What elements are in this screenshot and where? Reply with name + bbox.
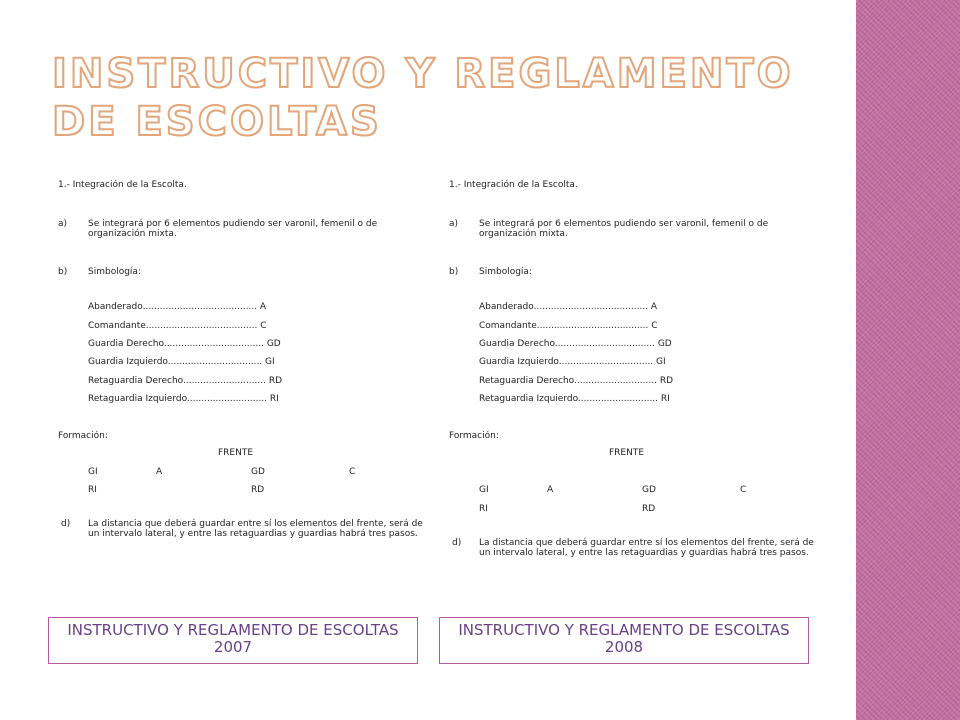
item-a-label: a) [449,219,459,229]
item-d-text: La distancia que deberá guardar entre sí los elementos del frente, será de un intervalo lateral, y entre las retaguardias y guardias habrá tres pasos. [88,519,423,539]
caption-2008: INSTRUCTIVO Y REGLAMENTO DE ESCOLTAS 2008 [439,617,809,664]
formation-cell: RD [642,504,656,514]
frente-label: FRENTE [609,448,645,458]
doc-heading: 1.- Integración de la Escolta. [58,180,187,190]
symbol-line: Abanderado........................................ A [479,302,658,312]
symbol-line: Comandante....................................... C [479,321,658,331]
item-a-text: Se integrará por 6 elementos pudiendo ser varonil, femenil o de organización mixta. [479,219,769,239]
formation-label: Formación: [58,431,108,441]
symbol-line: Guardia Derecho................................... GD [479,339,672,349]
item-a-label: a) [58,219,68,229]
symbol-line: Comandante....................................... C [88,321,267,331]
symbol-line: Guardia Izquierdo................................. GI [479,357,666,367]
symbol-line: Guardia Derecho................................... GD [88,339,281,349]
item-d-label: d) [452,538,462,548]
symbol-line: Retaguardia Derecho............................. RD [479,376,674,386]
formation-cell: RI [88,485,97,495]
item-a-text: Se integrará por 6 elementos pudiendo ser varonil, femenil o de organización mixta. [88,219,378,239]
symbol-line: Retaguardia Izquierdo............................ RI [88,394,279,404]
item-b-label: b) [58,267,68,277]
item-d-label: d) [61,519,71,529]
doc-heading: 1.- Integración de la Escolta. [449,180,578,190]
formation-cell: A [156,467,163,477]
frente-label: FRENTE [218,448,254,458]
symbol-line: Abanderado........................................ A [88,302,267,312]
decorative-sidebar [856,0,960,720]
slide-title: INSTRUCTIVO Y REGLAMENTO DE ESCOLTAS [52,51,794,145]
caption-2007: INSTRUCTIVO Y REGLAMENTO DE ESCOLTAS 2007 [48,617,418,664]
formation-cell: GI [479,485,489,495]
item-b-label: b) [449,267,459,277]
formation-cell: GD [642,485,656,495]
formation-cell: GI [88,467,98,477]
document-2008 [449,180,829,600]
formation-cell: RD [251,485,265,495]
formation-label: Formación: [449,431,499,441]
item-b-text: Simbología: [88,267,141,277]
formation-cell: A [547,485,554,495]
formation-cell: C [349,467,356,477]
symbol-line: Retaguardia Derecho............................. RD [88,376,283,386]
formation-cell: GD [251,467,265,477]
formation-cell: RI [479,504,488,514]
item-b-text: Simbología: [479,267,532,277]
formation-cell: C [740,485,747,495]
symbol-line: Retaguardia Izquierdo............................ RI [479,394,670,404]
item-d-text: La distancia que deberá guardar entre sí los elementos del frente, será de un intervalo lateral, y entre las retaguardias y guardias habrá tres pasos. [479,538,814,558]
symbol-line: Guardia Izquierdo................................. GI [88,357,275,367]
document-2007 [58,180,438,580]
